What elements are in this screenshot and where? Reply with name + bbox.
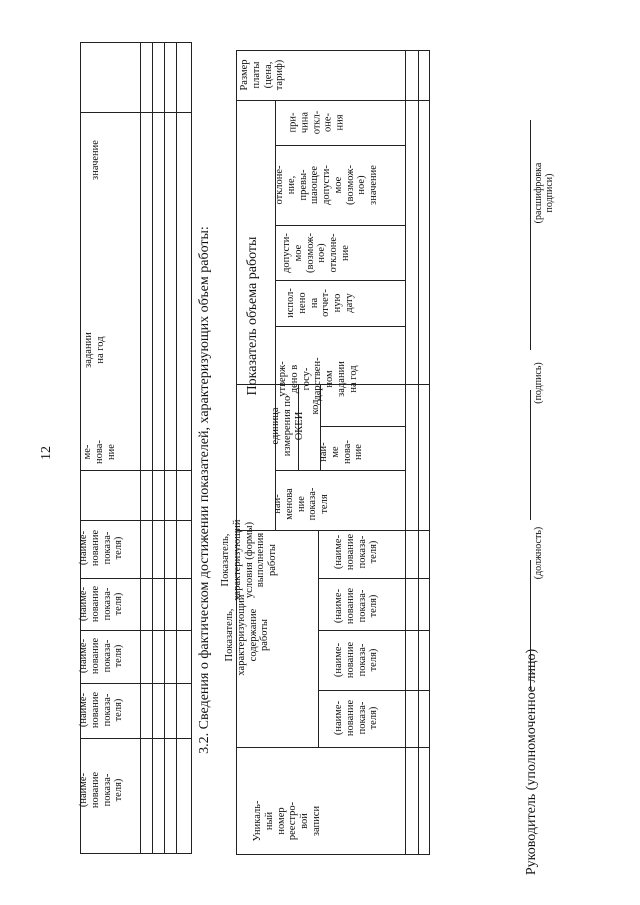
okei-unit-code: код bbox=[310, 399, 321, 415]
deviation-reason-header: при- чина откл- онe- ния bbox=[287, 110, 346, 135]
okei-unit-name: наи- ме нова- ние bbox=[318, 440, 365, 464]
conditions-indicator-header: Показатель, характеризующий условия (формы) выполнения работы bbox=[220, 519, 278, 601]
allowed-deviation-header: допусти- мое (возмож- ное) отклоне- ние bbox=[281, 232, 351, 274]
approved-value-header: утверж- дено в госу- дарствен- ном задании на год bbox=[277, 357, 359, 401]
upper-indicator-cell: (наиме- нование показа- теля) bbox=[78, 529, 125, 567]
upper-value-header: значение bbox=[90, 140, 101, 180]
conditions-indicator-cell: (наиме- нование показа- теля) bbox=[333, 533, 380, 571]
upper-assignment-header: задании на год bbox=[83, 332, 106, 368]
executed-value-header: испол- нено на отчет- ную дату bbox=[285, 288, 355, 318]
transcript-caption: (расшифровка подписи) bbox=[533, 162, 556, 224]
registry-number-header: Уникаль- ный номер реестро- вой записи bbox=[252, 800, 322, 842]
fee-size-header: Размер платы (цена, тариф) bbox=[239, 59, 286, 91]
upper-indicator-cell: (наиме- нование показа- теля) bbox=[78, 771, 125, 809]
okei-unit-header: единица измерения по ОКЕИ bbox=[270, 395, 305, 457]
content-indicator-cell: (наиме- нование показа- теля) bbox=[333, 641, 380, 679]
upper-indicator-cell: (наиме- нование показа- теля) bbox=[78, 585, 125, 623]
content-indicator-cell: (наиме- нование показа- теля) bbox=[333, 699, 380, 737]
exceeding-deviation-header: отклоне- ние, превы- шающее допусти- мое (возмож- ное) значение bbox=[274, 164, 379, 206]
section-title: 3.2. Сведения о фактическом достижении показателей, характеризующих объем работы: bbox=[197, 226, 212, 754]
content-indicator-header: Показатель, характеризующий содержание работы bbox=[224, 594, 271, 676]
signature-caption: (подпись) bbox=[533, 362, 544, 404]
position-caption: (должность) bbox=[533, 526, 544, 580]
upper-name-header: ме- нова- ние bbox=[82, 440, 117, 464]
volume-indicator-header: Показатель объема работы bbox=[245, 236, 260, 396]
conditions-indicator-cell: (наиме- нование показа- теля) bbox=[333, 587, 380, 625]
upper-indicator-cell: (наиме- нование показа- теля) bbox=[78, 691, 125, 729]
volume-indicator-name: наи- менова ние показа- теля bbox=[272, 487, 330, 521]
page-number: 12 bbox=[39, 446, 54, 460]
head-label: Руководитель (уполномоченное лицо) bbox=[524, 648, 539, 876]
upper-indicator-cell: (наиме- нование показа- теля) bbox=[78, 637, 125, 675]
